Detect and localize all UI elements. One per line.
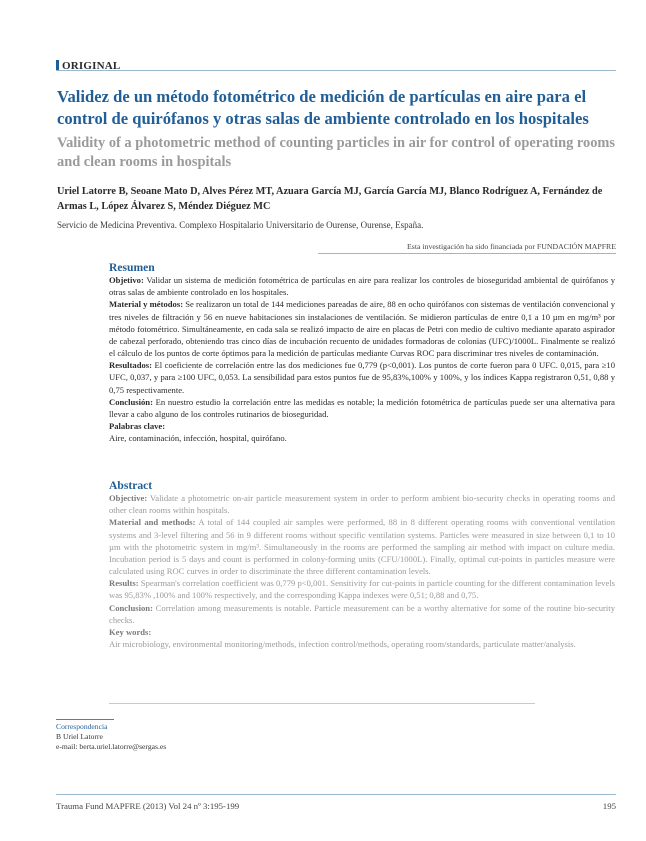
label: Results: [109,578,139,589]
label: Material y métodos: [109,299,184,310]
text: Spearman's correlation coefficient was 0,779 p<0,001. Sensitivity for cut-points in particle counting for the different contamination levels was 95,83% ,100% and 100% respectively, and the corresponding Kappa indexes were 0,51; 0,88 and 0,75. [109,578,615,601]
text: A total of 144 coupled air samples were performed, 88 in 8 different operating rooms with conventional ventilation systems and 3-level filtering and 56 in 9 different rooms without specific ventilation systems. Particles were measured in size between 0,1 to 10 µm with the photometric system in mg/m³. Simultaneously in the rooms are performed the sampling air method with impact on culture media. Incubation period is 5 days and count is performed in colony-forming units (CFU/1000L). Finally, optimal cut-points in particles measure were calculated using ROC curves in order to discriminate the three different contamination levels. [109,517,615,577]
resumen-conclusion [109,396,615,420]
correspondence [56,722,256,752]
label: Resultados: [109,360,152,371]
resumen-keywords: Aire, contaminación, infección, hospital, quirófano. [109,433,287,444]
footer-divider [56,794,616,795]
section-label [56,54,616,71]
text: Validate a photometric on-air particle measurement system in order to perform ambient bio-security checks in operating rooms and other clean rooms within hospitals. [109,493,615,516]
text: Validar un sistema de medición fotométrica de partículas en aire para realizar los controles de bioseguridad ambiental de quirófanos y otras salas de ambiente controlado en los hospitales. [109,275,615,298]
abstract-section [109,480,615,650]
resumen-objetivo [109,274,615,298]
label: Material and methods: [109,517,196,528]
label: Conclusión: [109,396,153,407]
label: Conclusion: [109,602,153,613]
resumen-heading: Resumen [109,261,155,274]
abstract-methods [109,516,615,577]
text: En nuestro estudio la correlación entre las medidas es notable; la medición fotométrica de partículas puede ser una alternativa para llevar a cabo alguno de los controles rutinarios de bioseguridad. [109,396,615,419]
correspondence-heading: Correspondencia [56,722,108,731]
text: Correlation among measurements is notable. Particle measurement can be a worthy alternative for some of the routine bio-security checks. [109,602,615,625]
correspondence-email: e-mail: berta.uriel.latorre@sergas.es [56,742,167,751]
correspondence-name: B Uriel Latorre [56,732,103,741]
label: Objetivo: [109,275,144,286]
abstract-keywords-label [109,626,615,638]
abstract-keywords: Air microbiology, environmental monitoring/methods, infection control/methods, operating room/standards, particulate matter/analysis. [109,639,576,650]
section-marker [56,60,59,70]
label: Palabras clave: [109,421,166,432]
resumen-section [109,262,615,444]
label: Key words: [109,626,152,637]
page-number: 195 [602,801,616,811]
affiliation: Servicio de Medicina Preventiva. Complexo Hospitalario Universitario de Ourense, Ourense, España. [57,220,424,230]
abstract-objective [109,492,615,516]
title-english: Validity of a photometric method of counting particles in air for control of operating rooms and clean rooms in hospitals [57,135,616,170]
abstract-divider [109,703,535,704]
title-spanish: Validez de un método fotométrico de medición de partículas en aire para el control de quirófanos y otras salas de ambiente controlado en los hospitales [57,87,589,128]
label: Objective: [109,493,148,504]
text: El coeficiente de correlación entre las dos mediciones fue 0,779 (p<0,001). Los puntos de corte fueron para 0 UFC. 0,015, para ≥10 UFC, 0,037, y para ≥100 UFC, 0,053. La sensibilidad para estos puntos fue de 95,83%,100% y 100%, y los índices Kappa registraron 0,51, 0,88 y 0,75 respectivamente. [109,360,615,395]
authors: Uriel Latorre B, Seoane Mato D, Alves Pérez MT, Azuara García MJ, García García MJ, Blanco Rodríguez A, Fernández de Armas L, López Álvarez S, Méndez Diéguez MC [57,186,603,212]
resumen-material [109,298,615,359]
journal-citation: Trauma Fund MAPFRE (2013) Vol 24 nº 3:195-199 [56,801,240,811]
abstract-conclusion [109,602,615,626]
resumen-keywords-label [109,420,615,432]
abstract-heading: Abstract [109,479,153,492]
text: Se realizaron un total de 144 mediciones pareadas de aire, 88 en ocho quirófanos con sistemas de ventilación convencional y tres niveles de filtración y 56 en nueve habitaciones sin instalaciones de ventilación. Se midieron partículas de entre 0,1 a 10 µm en mg/m³ por método fotométrico. Simultáneamente, en cada sala se realizó impacto de aire en placas de Petri con medio de cultivo mediante aparato aspirador de cabezal perforado, obteniendo tras cinco días de incubación recuento de unidades formadoras de colonias (UFC)/1000L. Finalmente se realizó el cálculo de los puntos de corte óptimos para la medición de partículas mediante Curvas ROC para discriminar tres niveles de contaminación. [109,299,615,359]
correspondence-divider [56,719,114,720]
resumen-resultados [109,359,615,395]
section-label-text: ORIGINAL [62,60,121,72]
funding-note: Esta investigación ha sido financiada por FUNDACIÓN MAPFRE [318,242,616,254]
abstract-results [109,577,615,601]
